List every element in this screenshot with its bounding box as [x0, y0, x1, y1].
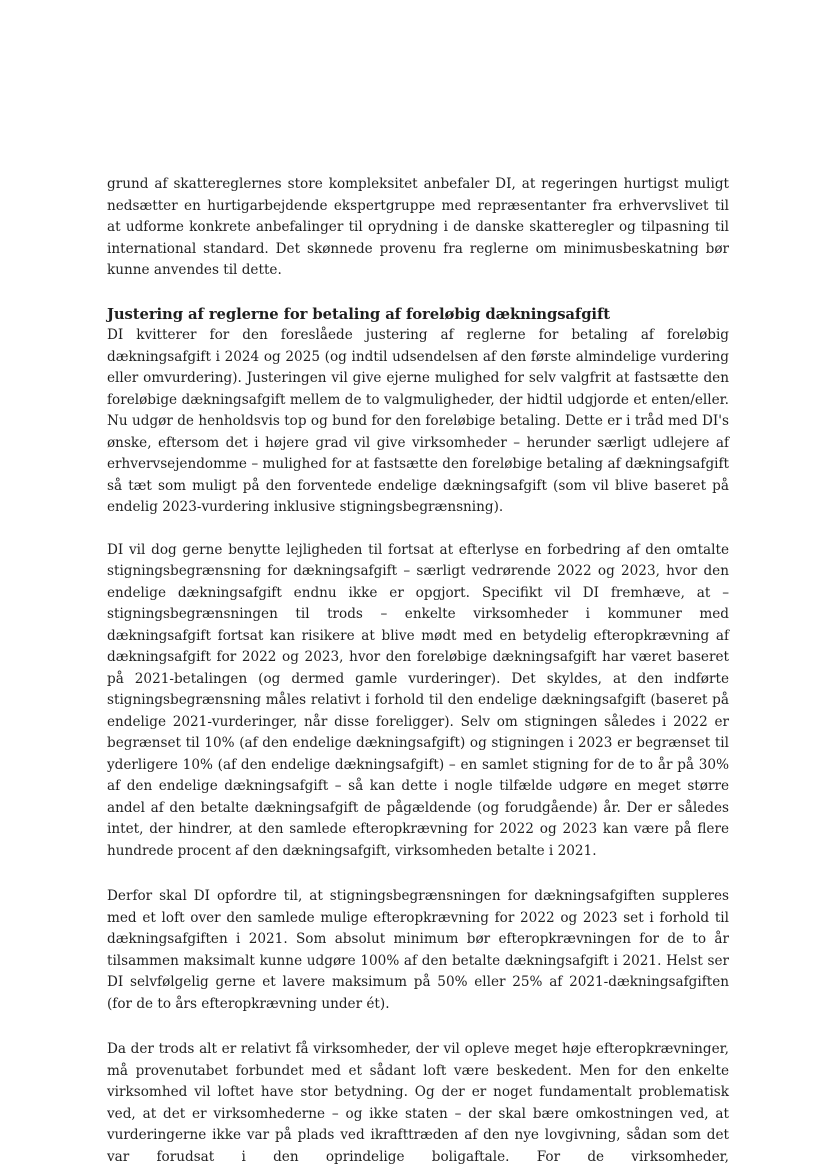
paragraph-justering: DI kvitterer for den foreslåede justering af reglerne for betaling af foreløbig dækningsafgift i 2024 og 2025 (og indtil udsendelsen af den første almindelige vurdering eller omvurdering). Justeringen vil give ejerne mulighed for selv valgfrit at fastsætte den foreløbige dækningsafgift mellem de to valgmuligheder, der hidtil udgjorde et enten/eller. Nu udgør de henholdsvis top og bund for den foreløbige betaling. Dette er i tråd med DI's ønske, eftersom det i højere grad vil give virksomheder – herunder særligt udlejere af erhvervsejendomme – mulighed for at fastsætte den foreløbige betaling af dækningsafgift så tæt som muligt på den forventede endelige dækningsafgift (som vil blive baseret på endelig 2023-vurdering inklusive stigningsbegrænsning). — [107, 327, 729, 515]
paragraph-provenutab: Da der trods alt er relativt få virksomheder, der vil opleve meget høje efteropkrævninger, må provenutabet forbundet med et sådant loft være beskedent. Men for den enkelte virksomhed vil loftet have stor betydning. Og der er noget fundamentalt problematisk ved, at det er virksomhederne – og ikke staten – der skal bære omkostningen ved, at vurderingerne ikke var på plads ved ikrafttræden af den nye lovgivning, sådan som det var forudsat i den oprindelige boligaftale. For de virksomheder, — [107, 1041, 729, 1165]
section-heading: Justering af reglerne for betaling af foreløbig dækningsafgift — [107, 305, 610, 323]
paragraph-intro-continuation: grund af skattereglernes store kompleksitet anbefaler DI, at regeringen hurtigst muligt nedsætter en hurtigarbejdende ekspertgruppe med repræsentanter fra erhvervslivet til at udforme konkrete anbefalinger til oprydning i de danske skatteregler og tilpasning til international standard. Det skønnede provenu fra reglerne om minimusbeskatning bør kunne anvendes til dette. — [107, 176, 729, 278]
paragraph-stigningsbegraensning: DI vil dog gerne benytte lejligheden til fortsat at efterlyse en forbedring af den omtalte stigningsbegrænsning for dækningsafgift – særligt vedrørende 2022 og 2023, hvor den endelige dækningsafgift endnu ikke er opgjort. Specifikt vil DI fremhæve, at – stigningsbegrænsningen til trods – enkelte virksomheder i kommuner med dækningsafgift fortsat kan risikere at blive mødt med en betydelig efteropkrævning af dækningsafgift for 2022 og 2023, hvor den foreløbige dækningsafgift har været baseret på 2021-betalingen (og dermed gamle vurderinger). Det skyldes, at den indførte stigningsbegrænsning måles relativt i forhold til den endelige dækningsafgift (baseret på endelige 2021-vurderinger, når disse foreligger). Selv om stigningen således i 2022 er begrænset til 10% (af den endelige dækningsafgift) og stigningen i 2023 er begrænset til yderligere 10% (af den endelige dækningsafgift) – en samlet stigning for de to år på 30% af den endelige dækningsafgift – så kan dette i nogle tilfælde udgøre en meget større andel af den betalte dækningsafgift de pågældende (og forudgående) år. Der er således intet, der hindrer, at den samlede efteropkrævning for 2022 og 2023 kan være på flere hundrede procent af den dækningsafgift, virksomheden betalte i 2021. — [107, 541, 729, 859]
paragraph-loft-opfordring: Derfor skal DI opfordre til, at stigningsbegrænsningen for dækningsafgiften suppleres med et loft over den samlede mulige efteropkrævning for 2022 og 2023 set i forhold til dækningsafgiften i 2021. Som absolut minimum bør efteropkrævningen for de to år tilsammen maksimalt kunne udgøre 100% af den betalte dækningsafgift i 2021. Helst ser DI selvfølgelig gerne et lavere maksimum på 50% eller 25% af 2021-dækningsafgiften (for de to års efteropkrævning under ét). — [107, 888, 729, 1012]
document-page — [107, 174, 729, 1168]
